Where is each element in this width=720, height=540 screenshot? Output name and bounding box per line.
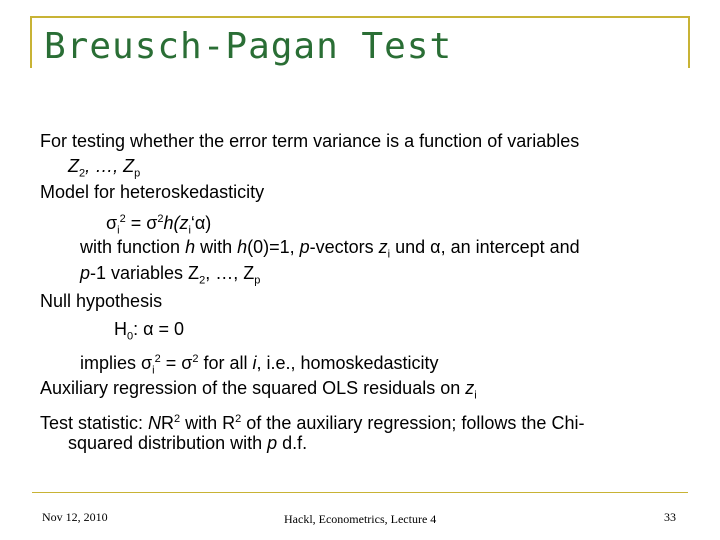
footer-rule [32, 492, 688, 493]
text: (0)=1, [247, 237, 300, 257]
text: h [237, 237, 248, 257]
subscript: i [387, 248, 391, 261]
line-6 [80, 262, 260, 292]
line-3 [40, 181, 264, 203]
superscript: 2 [119, 213, 126, 225]
line-11 [40, 408, 584, 434]
superscript: 2 [154, 353, 161, 365]
text: Model for heteroskedasticity [40, 182, 265, 202]
page-number: 33 [664, 510, 676, 524]
frame-right-rule [688, 16, 690, 68]
text: , i.e., homoskedasticity [256, 353, 439, 373]
text: p [80, 263, 91, 283]
text: p [299, 237, 310, 257]
text: , …, Z [205, 263, 255, 283]
subscript: p [134, 167, 141, 180]
line-1 [40, 130, 579, 152]
line-8-formula [114, 318, 184, 348]
superscript: 2 [157, 213, 164, 225]
text: = σ [125, 213, 158, 233]
text: H [114, 319, 127, 339]
text: i [252, 353, 257, 373]
footer-center: Hackl, Econometrics, Lecture 4 [284, 512, 437, 526]
subscript: i [188, 224, 191, 237]
frame-left-rule [30, 16, 32, 68]
superscript: 2 [174, 413, 181, 425]
subscript: i [474, 389, 477, 402]
text: h(z [163, 213, 189, 233]
subscript: i [152, 364, 155, 377]
line-10 [40, 377, 477, 407]
line-12 [68, 432, 307, 454]
text: For testing whether the error term variance is a function of variables [40, 131, 580, 151]
text: for all [198, 353, 253, 373]
text: -vectors [309, 237, 379, 257]
superscript: 2 [235, 413, 242, 425]
text: of the auxiliary regression; follows the Chi- [241, 413, 585, 433]
text: p [267, 433, 278, 453]
slide-title: Breusch-Pagan Test [44, 26, 453, 67]
text: implies σ [80, 353, 153, 373]
text: , …, Z [85, 156, 135, 176]
subscript: 2 [199, 274, 206, 287]
superscript: 2 [192, 353, 199, 365]
text: Null hypothesis [40, 291, 163, 311]
footer-date: Nov 12, 2010 [42, 510, 108, 524]
text: σ [106, 213, 118, 233]
text: Z [68, 156, 79, 176]
text: R [161, 413, 175, 433]
line-7 [40, 290, 162, 312]
text: d.f. [277, 433, 308, 453]
text: Test statistic: [40, 413, 149, 433]
subscript: 0 [127, 330, 134, 343]
text: z [378, 237, 388, 257]
text: squared distribution with [68, 433, 268, 453]
subscript: p [254, 274, 261, 287]
frame-top-rule [30, 16, 690, 18]
text: h [185, 237, 196, 257]
text: z [465, 378, 475, 398]
text: : α = 0 [133, 319, 185, 339]
text: -1 variables Z [90, 263, 200, 283]
text: ‘α) [190, 213, 212, 233]
text: = σ [160, 353, 193, 373]
text: Auxiliary regression of the squared OLS residuals on [40, 378, 466, 398]
text: with [195, 237, 238, 257]
text: with R [180, 413, 236, 433]
subscript: 2 [79, 167, 86, 180]
subscript: i [117, 224, 120, 237]
text: und α, an intercept and [390, 237, 580, 257]
text: N [148, 413, 162, 433]
text: with function [80, 237, 186, 257]
